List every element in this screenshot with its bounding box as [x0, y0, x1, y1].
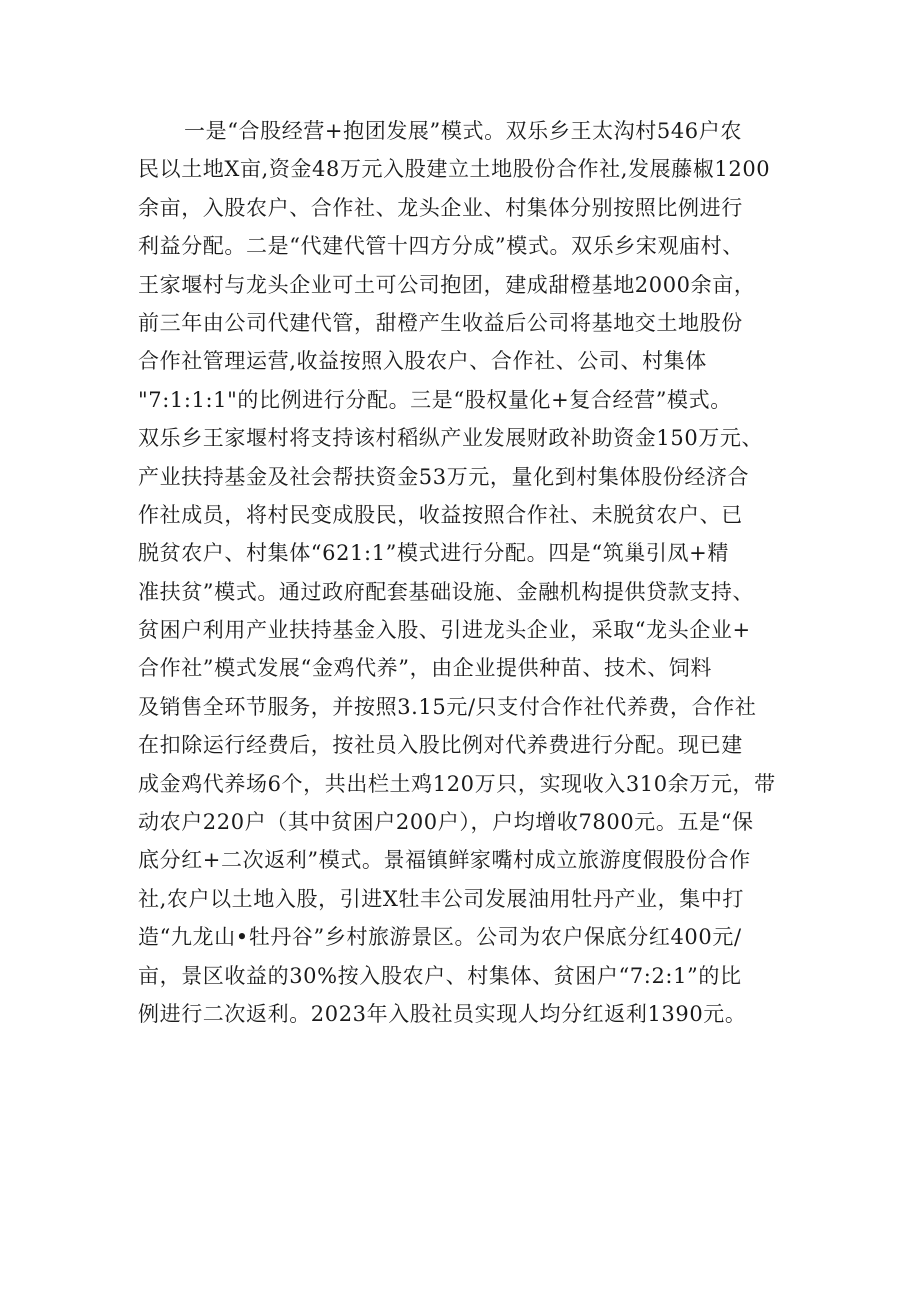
text-line: 脱贫农户、村集体“621:1”模式进行分配。四是“筑巢引凤+精	[138, 541, 729, 566]
body-paragraph	[138, 112, 798, 1033]
text-line: 在扣除运行经费后，按社员入股比例对代养费进行分配。现已建	[138, 733, 743, 758]
text-line: 前三年由公司代建代管，甜橙产生收益后公司将基地交土地股份	[138, 310, 743, 335]
text-line: 社,农户以土地入股，引进X牡丰公司发展油用牡丹产业，集中打	[138, 886, 745, 911]
text-line: 造“九龙山•牡丹谷”乡村旅游景区。公司为农户保底分红400元/	[138, 925, 742, 950]
text-line: 底分红+二次返利”模式。景福镇鲜家嘴村成立旅游度假股份合作	[138, 848, 751, 873]
text-line: 余亩，入股农户、合作社、龙头企业、村集体分别按照比例进行	[138, 195, 743, 220]
text-line: 合作社”模式发展“金鸡代养”，由企业提供种苗、技术、饲料	[138, 656, 713, 681]
text-line: 双乐乡王家堰村将支持该村稻纵产业发展财政补助资金150万元、	[138, 426, 764, 451]
text-line: 一是“合股经营+抱团发展”模式。双乐乡王太沟村546户农	[184, 119, 742, 143]
text-line: 产业扶持基金及社会帮扶资金53万元，量化到村集体股份经济合	[138, 464, 750, 489]
text-line: 动农户220户（其中贫困户200户），户均增收7800元。五是“保	[138, 810, 754, 835]
text-line: 贫困户利用产业扶持基金入股、引进龙头企业，采取“龙头企业+	[138, 618, 751, 643]
text-line: 成金鸡代养场6个，共出栏土鸡120万只，实现收入310余万元，带	[138, 771, 776, 796]
text-line: 民以土地X亩,资金48万元入股建立土地股份合作社,发展藤椒1200	[138, 157, 771, 182]
text-line: 王家堰村与龙头企业可土可公司抱团，建成甜橙基地2000余亩，	[138, 272, 756, 297]
text-line: 准扶贫”模式。通过政府配套基础设施、金融机构提供贷款支持、	[138, 579, 755, 604]
text-line: 合作社管理运营,收益按照入股农户、合作社、公司、村集体	[138, 349, 707, 374]
text-line: "7:1:1:1"的比例进行分配。三是“股权量化+复合经营”模式。	[138, 387, 732, 412]
text-line: 及销售全环节服务，并按照3.15元/只支付合作社代养费，合作社	[138, 694, 757, 719]
text-line: 利益分配。二是“代建代管十四方分成”模式。双乐乡宋观庙村、	[138, 234, 744, 259]
text-line: 作社成员，将村民变成股民，收益按照合作社、未脱贫农户、已	[138, 502, 743, 527]
text-line: 亩，景区收益的30%按入股农户、村集体、贫困户“7:2:1”的比	[138, 963, 742, 988]
text-line: 例进行二次返利。2023年入股社员实现人均分红返利1390元。	[138, 1001, 747, 1026]
